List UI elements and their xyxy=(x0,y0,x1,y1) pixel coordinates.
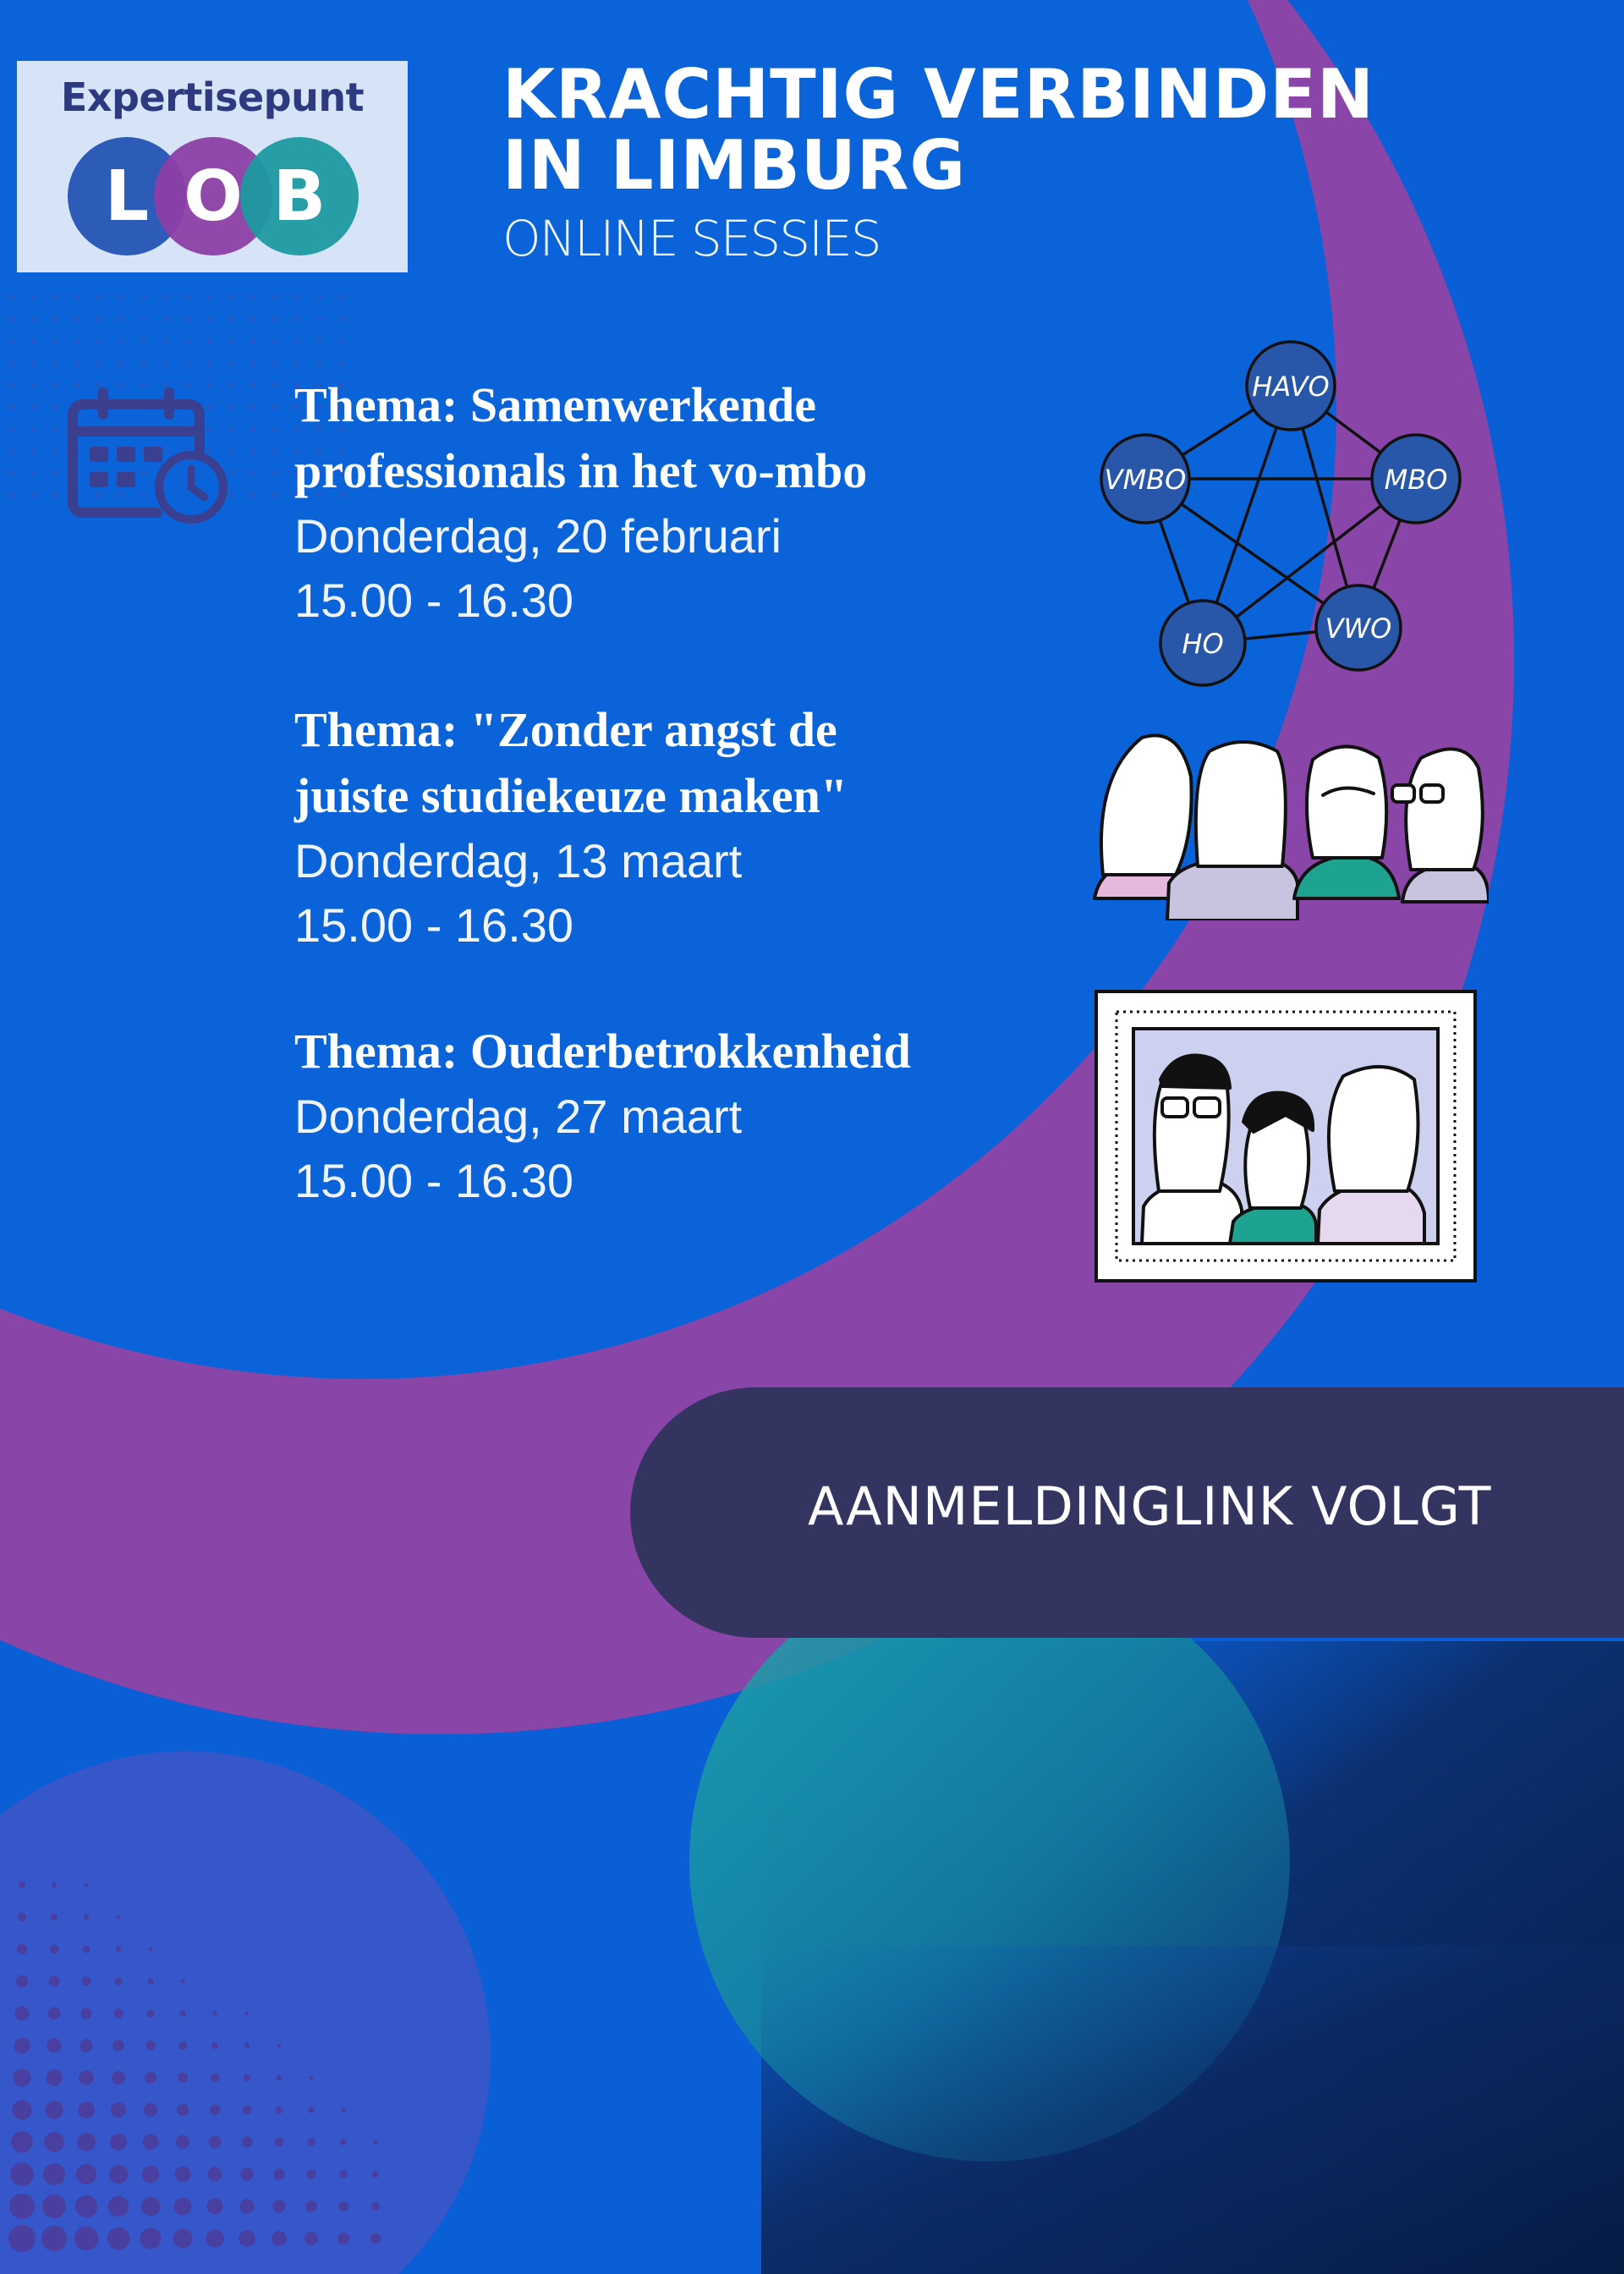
halftone-dot xyxy=(145,2072,156,2084)
halftone-dot xyxy=(210,2105,221,2116)
page-subtitle: ONLINE SESSIES xyxy=(502,210,881,267)
halftone-dot xyxy=(340,2139,347,2145)
halftone-dot xyxy=(114,1977,122,1985)
session-3 xyxy=(294,1019,911,1213)
halftone-dot xyxy=(83,1946,91,1953)
halftone-dot xyxy=(82,1977,91,1986)
halftone-dot xyxy=(177,2104,189,2116)
halftone-dot xyxy=(173,2228,192,2248)
halftone-dot xyxy=(373,2139,378,2145)
halftone-dot xyxy=(111,2102,126,2117)
halftone-dot xyxy=(273,2168,284,2179)
halftone-dot xyxy=(145,2041,156,2051)
halftone-dot xyxy=(108,2196,129,2217)
halftone-dot xyxy=(48,2008,61,2020)
halftone-dot xyxy=(19,1881,25,1888)
halftone-dot xyxy=(337,2233,349,2244)
signup-banner xyxy=(630,1387,1624,1638)
halftone-dot xyxy=(75,2195,97,2217)
halftone-dot xyxy=(47,2038,61,2052)
halftone-dot xyxy=(307,2138,315,2145)
halftone-dot xyxy=(43,2163,65,2185)
halftone-dot xyxy=(78,2101,95,2118)
logo-letter-b: B xyxy=(272,157,326,237)
signup-banner-label: AANMELDINGLINK VOLGT xyxy=(808,1475,1492,1537)
family-portrait-illustration xyxy=(1093,988,1479,1284)
halftone-dot xyxy=(212,2011,217,2016)
logo-letter-l: L xyxy=(104,157,150,237)
halftone-dot xyxy=(243,2106,252,2115)
session-1-time: 15.00 - 16.30 xyxy=(294,574,574,627)
node-label-vmbo: VMBO xyxy=(1104,464,1187,496)
halftone-dot xyxy=(179,2010,186,2017)
halftone-dot xyxy=(244,2074,251,2082)
halftone-dot xyxy=(146,2009,155,2018)
title-line-2: IN LIMBURG xyxy=(502,126,967,205)
node-label-mbo: MBO xyxy=(1384,464,1448,496)
halftone-dot xyxy=(85,1883,88,1887)
halftone-dot xyxy=(178,2041,187,2050)
halftone-dot xyxy=(76,2164,96,2184)
page-title xyxy=(502,55,1374,205)
session-3-date: Donderdag, 27 maart xyxy=(294,1090,743,1143)
logo-circles xyxy=(17,129,408,264)
halftone-dot xyxy=(113,2008,123,2018)
halftone-dot xyxy=(206,2198,222,2214)
halftone-dot xyxy=(10,2162,34,2186)
halftone-dot xyxy=(50,1945,59,1954)
halftone-dot xyxy=(44,2132,64,2152)
halftone-dot xyxy=(272,2231,287,2246)
halftone-dot xyxy=(370,2233,381,2244)
halftone-dot xyxy=(242,2137,253,2148)
halftone-dot xyxy=(112,2040,124,2052)
halftone-dot xyxy=(338,2201,348,2211)
session-2-title-line-1: Thema: "Zonder angst de xyxy=(294,702,837,757)
halftone-dot xyxy=(272,2200,286,2213)
halftone-dot xyxy=(276,2106,283,2114)
session-1-date: Donderdag, 20 februari xyxy=(294,509,782,563)
halftone-dot xyxy=(8,2225,36,2252)
logo xyxy=(17,61,408,272)
halftone-dot xyxy=(46,2069,62,2085)
halftone-dot xyxy=(239,2199,254,2213)
halftone-dot xyxy=(17,1944,27,1954)
node-label-havo: HAVO xyxy=(1252,371,1330,403)
halftone-dot xyxy=(15,2007,30,2021)
halftone-dot xyxy=(245,2012,249,2015)
session-2-time: 15.00 - 16.30 xyxy=(294,898,574,952)
halftone-dot xyxy=(211,2074,219,2082)
halftone-dot xyxy=(144,2103,157,2117)
halftone-dot xyxy=(74,2227,99,2251)
session-1-title-line-2: professionals in het vo-mbo xyxy=(294,443,868,498)
halftone-dot xyxy=(112,2071,125,2084)
halftone-dot xyxy=(277,2075,283,2081)
halftone-dot xyxy=(117,1915,121,1920)
session-2-date: Donderdag, 13 maart xyxy=(294,834,743,887)
session-2-title-line-2: juiste studiekeuze maken" xyxy=(294,768,848,823)
halftone-dot xyxy=(176,2135,190,2150)
halftone-dot xyxy=(45,2101,63,2119)
halftone-dot xyxy=(79,2070,94,2085)
halftone-dot xyxy=(308,2106,314,2112)
session-1-title-line-1: Thema: Samenwerkende xyxy=(294,377,817,432)
halftone-dot xyxy=(84,1914,90,1920)
group-of-people-illustration xyxy=(1091,717,1489,920)
halftone-dot xyxy=(109,2165,128,2183)
logo-letter-o: O xyxy=(184,157,243,237)
halftone-dot xyxy=(12,2100,31,2119)
halftone-dot xyxy=(142,2166,160,2183)
halftone-dot xyxy=(148,1947,152,1951)
halftone-dot xyxy=(107,2227,130,2250)
session-1 xyxy=(294,372,867,633)
halftone-dot xyxy=(178,2073,188,2083)
halftone-dot xyxy=(341,2107,345,2112)
halftone-dot xyxy=(13,2068,30,2086)
halftone-dot xyxy=(180,1979,185,1984)
halftone-dot xyxy=(80,2008,91,2019)
logo-name: Expertisepunt xyxy=(60,74,365,120)
halftone-dot xyxy=(140,2228,162,2249)
halftone-dot xyxy=(143,2134,158,2150)
halftone-dot xyxy=(52,1882,57,1887)
halftone-dot xyxy=(175,2167,191,2183)
halftone-dot xyxy=(305,2200,317,2212)
halftone-dot xyxy=(18,1913,26,1921)
halftone-dot xyxy=(310,2076,314,2080)
halftone-dot xyxy=(206,2229,223,2247)
halftone-dot xyxy=(77,2133,96,2151)
halftone-dot xyxy=(80,2039,92,2052)
halftone-dot xyxy=(211,2042,218,2049)
session-3-time: 15.00 - 16.30 xyxy=(294,1154,574,1207)
halftone-dot xyxy=(274,2137,283,2146)
node-label-ho: HO xyxy=(1182,628,1224,660)
session-3-title: Thema: Ouderbetrokkenheid xyxy=(294,1024,911,1079)
network-diagram-illustration xyxy=(1084,337,1468,692)
halftone-dot xyxy=(42,2194,66,2218)
halftone-dot xyxy=(141,2197,161,2216)
halftone-dot xyxy=(339,2170,348,2178)
halftone-dot xyxy=(306,2169,316,2179)
halftone-dot xyxy=(174,2198,192,2216)
halftone-dot xyxy=(51,1914,58,1920)
halftone-dot xyxy=(239,2230,255,2247)
halftone-dot xyxy=(277,2044,282,2048)
halftone-dot xyxy=(147,1978,153,1984)
node-label-vwo: VWO xyxy=(1325,612,1392,645)
session-2 xyxy=(294,697,848,958)
calendar-clock-icon xyxy=(64,387,230,526)
halftone-dot xyxy=(14,2038,30,2054)
halftone-dot xyxy=(9,2194,35,2219)
halftone-dot xyxy=(244,2043,250,2048)
halftone-dot xyxy=(110,2134,127,2150)
halftone-dot xyxy=(11,2131,33,2153)
halftone-dot xyxy=(372,2171,379,2178)
halftone-dot xyxy=(49,1976,60,1987)
title-line-1: KRACHTIG VERBINDEN xyxy=(502,55,1374,134)
halftone-dot xyxy=(240,2167,253,2180)
halftone-dot xyxy=(209,2136,222,2149)
halftone-dot xyxy=(371,2202,380,2211)
halftone-dot xyxy=(116,1947,122,1953)
halftone-dot xyxy=(304,2232,318,2245)
halftone-dot xyxy=(41,2226,67,2251)
halftone-dot xyxy=(208,2167,222,2182)
halftone-dot xyxy=(16,1975,29,1988)
